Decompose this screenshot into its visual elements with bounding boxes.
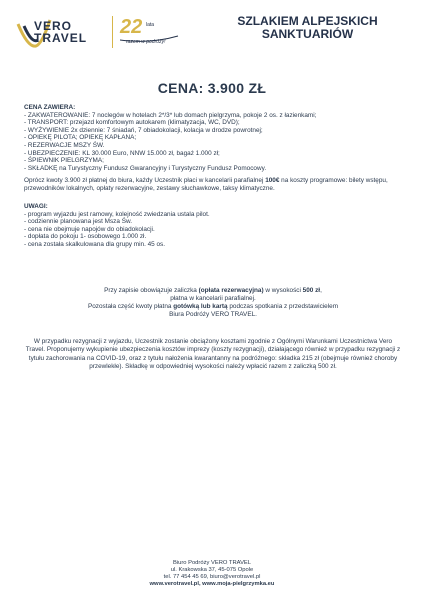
anniversary-badge [120, 16, 180, 50]
title-line-1: SZLAKIEM ALPEJSKICH [237, 14, 378, 28]
footer-web: www.verotravel.pl, www.moja-pielgrzymka.eu [149, 581, 275, 587]
notes-item: - codziennie planowana jest Msza Św. [24, 218, 132, 226]
notes-item: - cena została skalkulowana dla grupy min. 45 os. [24, 240, 166, 248]
header-divider [112, 16, 113, 48]
includes-item: - ZAKWATEROWANIE: 7 noclegów w hotelach 2*/3* lub domach pielgrzyma, pokoje 2 os. z łazienkami; [24, 111, 317, 119]
includes-item: - REZERWACJE MSZY ŚW. [24, 141, 105, 149]
logo-line-2: TRAVEL [34, 31, 88, 45]
payment-info [24, 287, 402, 319]
payment-emphasis: (opłata rezerwacyjna) [198, 287, 264, 294]
extra-costs-paragraph [24, 177, 402, 192]
includes-item: - TRANSPORT: przejazd komfortowym autokarem (klimatyzacja, WC, DVD); [24, 119, 240, 127]
includes-item: - ŚPIEWNIK PIELGRZYMA; [24, 157, 104, 165]
notes-item: - program wyjazdu jest ramowy, kolejność zwiedzania ustala pilot. [24, 210, 210, 218]
footer-contact: tel. 77 454 45 69, biuro@verotravel.pl [163, 574, 261, 580]
extra-text-1: Oprócz kwoty 3.900 zł płatnej do biura, każdy Uczestnik płaci w kancelarii parafialnej [24, 177, 266, 184]
extra-amount: 100€ [265, 177, 280, 184]
extra-text-2: na koszty programowe: bilety wstępu, przewodników lokalnych, opłaty rezerwacyjne, zestawy słuchawkowe, taksy klimatyczne. [24, 177, 388, 192]
badge-unit: lata [146, 22, 155, 28]
includes-item: - OPIEKĘ PILOTA; OPIEKĘ KAPŁANA; [24, 134, 137, 142]
notes-section [24, 203, 402, 249]
payment-line-2: płatna w kancelarii parafialnej. [170, 295, 256, 302]
payment-text: , [320, 287, 322, 294]
badge-number: 22 [120, 16, 143, 38]
footer [0, 560, 424, 588]
badge-slogan: razem w podróży! [126, 39, 166, 45]
includes-item: - SKŁADKĘ na Turystyczny Fundusz Gwarancyjny i Turystyczny Fundusz Pomocowy. [24, 164, 267, 172]
includes-item: - UBEZPIECZENIE: KL 30.000 Euro, NNW 15.000 zł, bagaż 1.000 zł; [24, 149, 220, 157]
notes-item: - dopłata do pokoju 1- osobowego 1.000 zł. [24, 233, 147, 241]
logo-text [34, 20, 87, 44]
footer-company: Biuro Podróży VERO TRAVEL [172, 560, 252, 566]
includes-section [24, 104, 402, 172]
includes-item: - WYŻYWIENIE 2x dziennie: 7 śniadań, 7 obiadokolacji, kolacja w drodze powrotnej; [24, 126, 263, 134]
payment-text: podczas spotkania z przedstawicielem [227, 303, 339, 310]
payment-method: gotówką lub kartą [173, 303, 228, 310]
page-title [205, 15, 410, 41]
resignation-text: W przypadku rezygnacji z wyjazdu, Uczestnik zostanie obciążony kosztami zgodnie z Ogólnymi Warunkami Uczestnictwa Vero Travel. Proponujemy wykupienie ubezpieczenia kosztów imprezy (koszty rezygnacji), działającego również w przypadku rezygnacji z tytułu zachorowania na COVID-19, oraz z tytułu nałożenia kwarantanny na podróżnego: składka 215 zł (obejmuje również choroby przewlekłe). Składkę w odpowiedniej wysokości należy wpłacić razem z zaliczką 500 zł. [25, 338, 401, 371]
footer-address: ul. Krakowska 37, 45-075 Opole [170, 567, 254, 573]
includes-heading: CENA ZAWIERA: [24, 104, 76, 111]
logo-line-1: VERO [34, 19, 73, 33]
payment-text: Pozostała część kwoty płatna [87, 303, 174, 310]
deposit-amount: 500 zł [302, 287, 321, 294]
price-heading: CENA: 3.900 ZŁ [157, 80, 267, 96]
payment-text: w wysokości [263, 287, 303, 294]
notes-heading: UWAGI: [24, 203, 48, 210]
notes-item: - cena nie obejmuje napojów do obiadokolacji. [24, 225, 155, 233]
payment-line-4: Biura Podróży VERO TRAVEL. [169, 311, 257, 318]
resignation-paragraph [24, 338, 402, 372]
title-line-2: SANKTUARIÓW [261, 27, 354, 41]
payment-text: Przy zapisie obowiązuje zaliczka [104, 287, 199, 294]
